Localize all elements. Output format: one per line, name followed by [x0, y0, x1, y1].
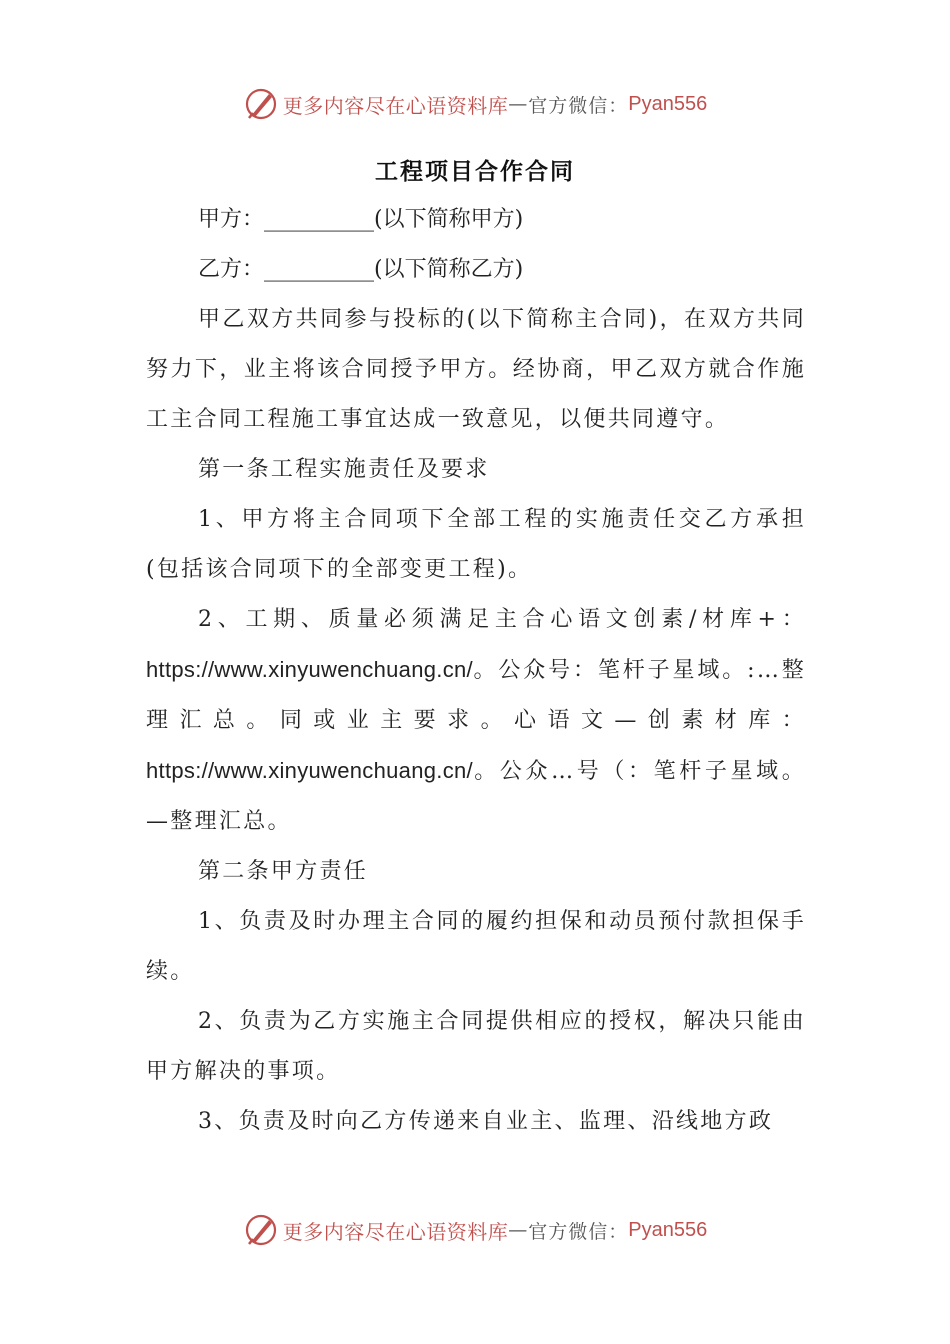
article-2-heading: 第二条甲方责任: [198, 859, 369, 884]
intro-paragraph: 甲乙双方共同参与投标的(以下简称主合同)，在双方共同努力下，业主将该合同授予甲方。经协商，甲乙双方就合作施工主合同工程施工事宜达成一致意见，以便共同遵守。: [146, 307, 806, 432]
banner-dash: —: [508, 93, 529, 115]
article-1-heading: 第一条工程实施责任及要求: [198, 457, 490, 482]
article-2-item-1: 1、负责及时办理主合同的履约担保和动员预付款担保手续。: [146, 909, 806, 984]
document-body: [146, 195, 806, 1147]
quill-logo-icon: [243, 86, 279, 122]
website-url-link-2[interactable]: https://www.xinyuwenchuang.cn/: [146, 758, 473, 783]
banner-wechat-id: Pyan556: [628, 1218, 708, 1241]
banner-label: 官方微信：: [528, 94, 629, 117]
quill-logo-icon: [243, 1212, 279, 1248]
banner-wechat-id: Pyan556: [628, 92, 708, 115]
party-b-line: 乙方：__________(以下简称乙方): [198, 257, 524, 282]
article-2-item-3: 3、负责及时向乙方传递来自业主、监理、沿线地方政: [198, 1109, 774, 1134]
article-1-item-2-text-c: 。公众…号（：笔杆子星域。—整理汇总。: [146, 759, 806, 834]
article-2-item-2: 2、负责为乙方实施主合同提供相应的授权，解决只能由甲方解决的事项。: [146, 1009, 806, 1084]
header-banner: [0, 84, 950, 124]
article-1-item-2-text-a: 2、工期、质量必须满足主合心语文创素/材库+：: [198, 607, 806, 632]
website-url-link[interactable]: https://www.xinyuwenchuang.cn/: [146, 657, 473, 682]
banner-dash: —: [508, 1219, 529, 1241]
article-1-item-2-text-b: 。公众号：笔杆子星域。:…整理汇总。同或业主要求。心语文—创素材库：: [146, 658, 806, 733]
banner-text: 更多内容尽在心语资料库: [282, 93, 509, 118]
article-1-item-2: [146, 595, 806, 847]
banner-label: 官方微信：: [528, 1220, 629, 1243]
document-title: 工程项目合作合同: [375, 159, 575, 185]
article-1-item-1: 1、甲方将主合同项下全部工程的实施责任交乙方承担(包括该合同项下的全部变更工程)。: [146, 507, 806, 582]
footer-banner: [0, 1210, 950, 1250]
party-a-line: 甲方：__________(以下简称甲方): [198, 207, 524, 232]
banner-text: 更多内容尽在心语资料库: [282, 1219, 509, 1244]
